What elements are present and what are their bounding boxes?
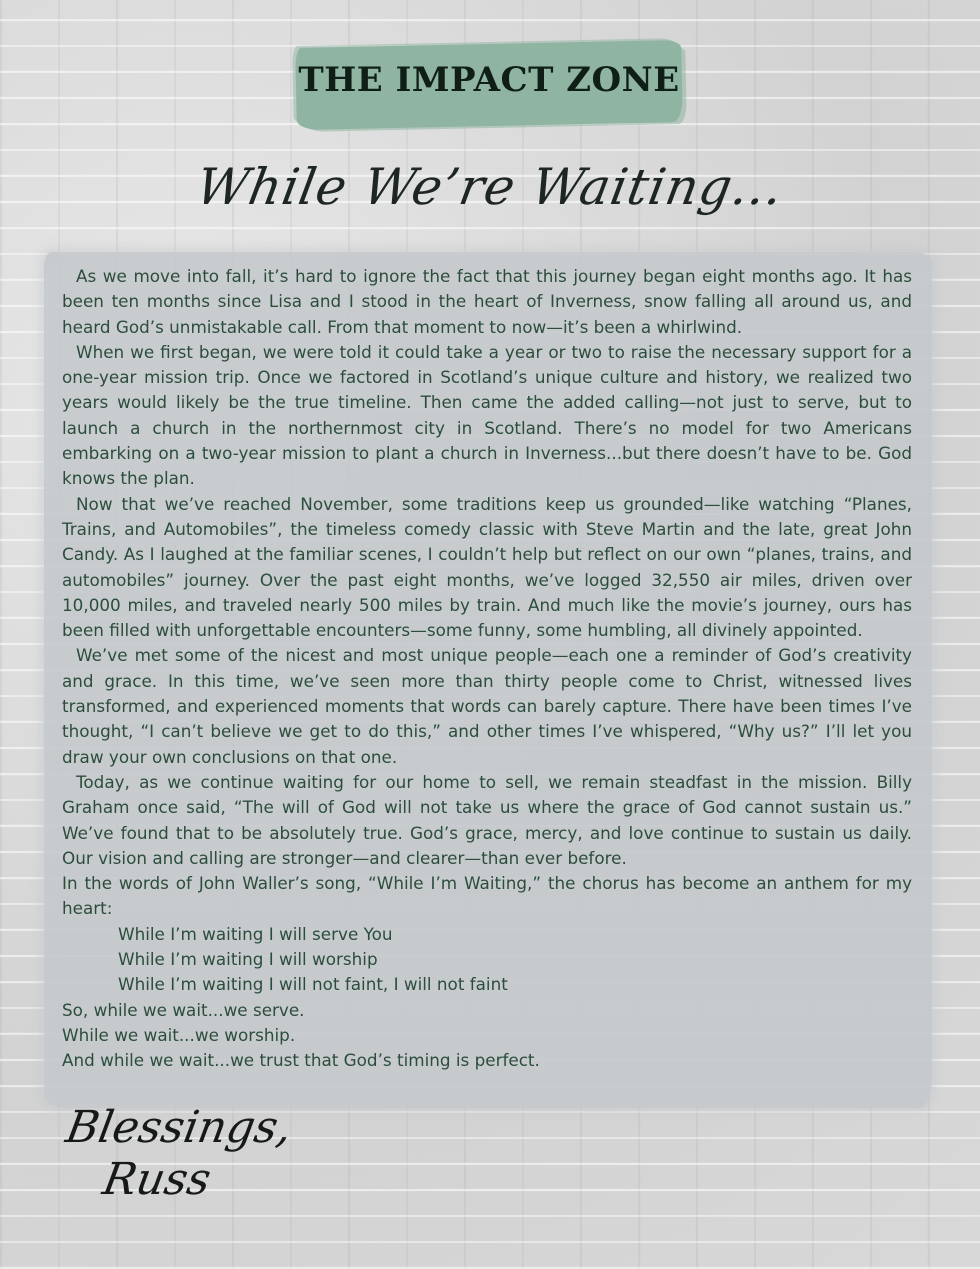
signoff-name: Russ (99, 1154, 215, 1205)
letter-body (62, 264, 912, 1074)
paragraph-6: In the words of John Waller’s song, “While I’m Waiting,” the chorus has become an anthem for my heart: (62, 873, 912, 919)
signature-block (53, 1102, 296, 1206)
paragraph-4: We’ve met some of the nicest and most unique people—each one a reminder of God’s creativity and grace. In this time, we’ve seen more than thirty people come to Christ, witnessed lives transformed, and experienced moments that words can barely capture. There have been times I’ve thought, “I can’t believe we get to do this,” and other times I’ve whispered, “Why us?” I’ll let you draw your own conclusions on that one. (62, 645, 912, 767)
paragraph-2: When we first began, we were told it could take a year or two to raise the necessary support for a one-year mission trip. Once we factored in Scotland’s unique culture and history, we realized two years would likely be the true timeline. Then came the added calling—not just to serve, but to launch a church in the northernmost city in Scotland. There’s no model for two Americans embarking on a two-year mission to plant a church in Inverness...but there doesn’t have to be. God knows the plan. (62, 341, 912, 489)
closing-line-1: So, while we wait...we serve. (62, 999, 305, 1020)
paragraph-5: Today, as we continue waiting for our home to sell, we remain steadfast in the mission. Billy Graham once said, “The will of God will not take us where the grace of God cannot sustain us.” We’ve found that to be absolutely true. God’s grace, mercy, and love continue to sustain us daily. Our vision and calling are stronger—and clearer—than ever before. (62, 771, 912, 868)
paragraph-1: As we move into fall, it’s hard to ignore the fact that this journey began eight months ago. It has been ten months since Lisa and I stood in the heart of Inverness, snow falling all around us, and heard God’s unmistakable call. From that moment to now—it’s been a whirlwind. (62, 266, 912, 337)
brand-title: THE IMPACT ZONE (298, 60, 680, 100)
script-heading: While We’re Waiting... (191, 158, 789, 216)
closing-line-2: While we wait...we worship. (62, 1024, 296, 1045)
lyric-line-3: While I’m waiting I will not faint, I will not faint (118, 974, 508, 995)
lyric-line-2: While I’m waiting I will worship (118, 949, 378, 970)
lyric-line-1: While I’m waiting I will serve You (118, 923, 393, 944)
closing-line-3: And while we wait...we trust that God’s timing is perfect. (62, 1050, 540, 1071)
signoff-greeting: Blessings, (62, 1102, 296, 1153)
paragraph-3: Now that we’ve reached November, some traditions keep us grounded—like watching “Planes, Trains, and Automobiles”, the timeless comedy classic with Steve Martin and the late, great John Candy. As I laughed at the familiar scenes, I couldn’t help but reflect on our own “planes, trains, and automobiles” journey. Over the past eight months, we’ve logged 32,550 air miles, driven over 10,000 miles, and traveled nearly 500 miles by train. And much like the movie’s journey, ours has been filled with unforgettable encounters—some funny, some humbling, all divinely appointed. (62, 493, 912, 641)
